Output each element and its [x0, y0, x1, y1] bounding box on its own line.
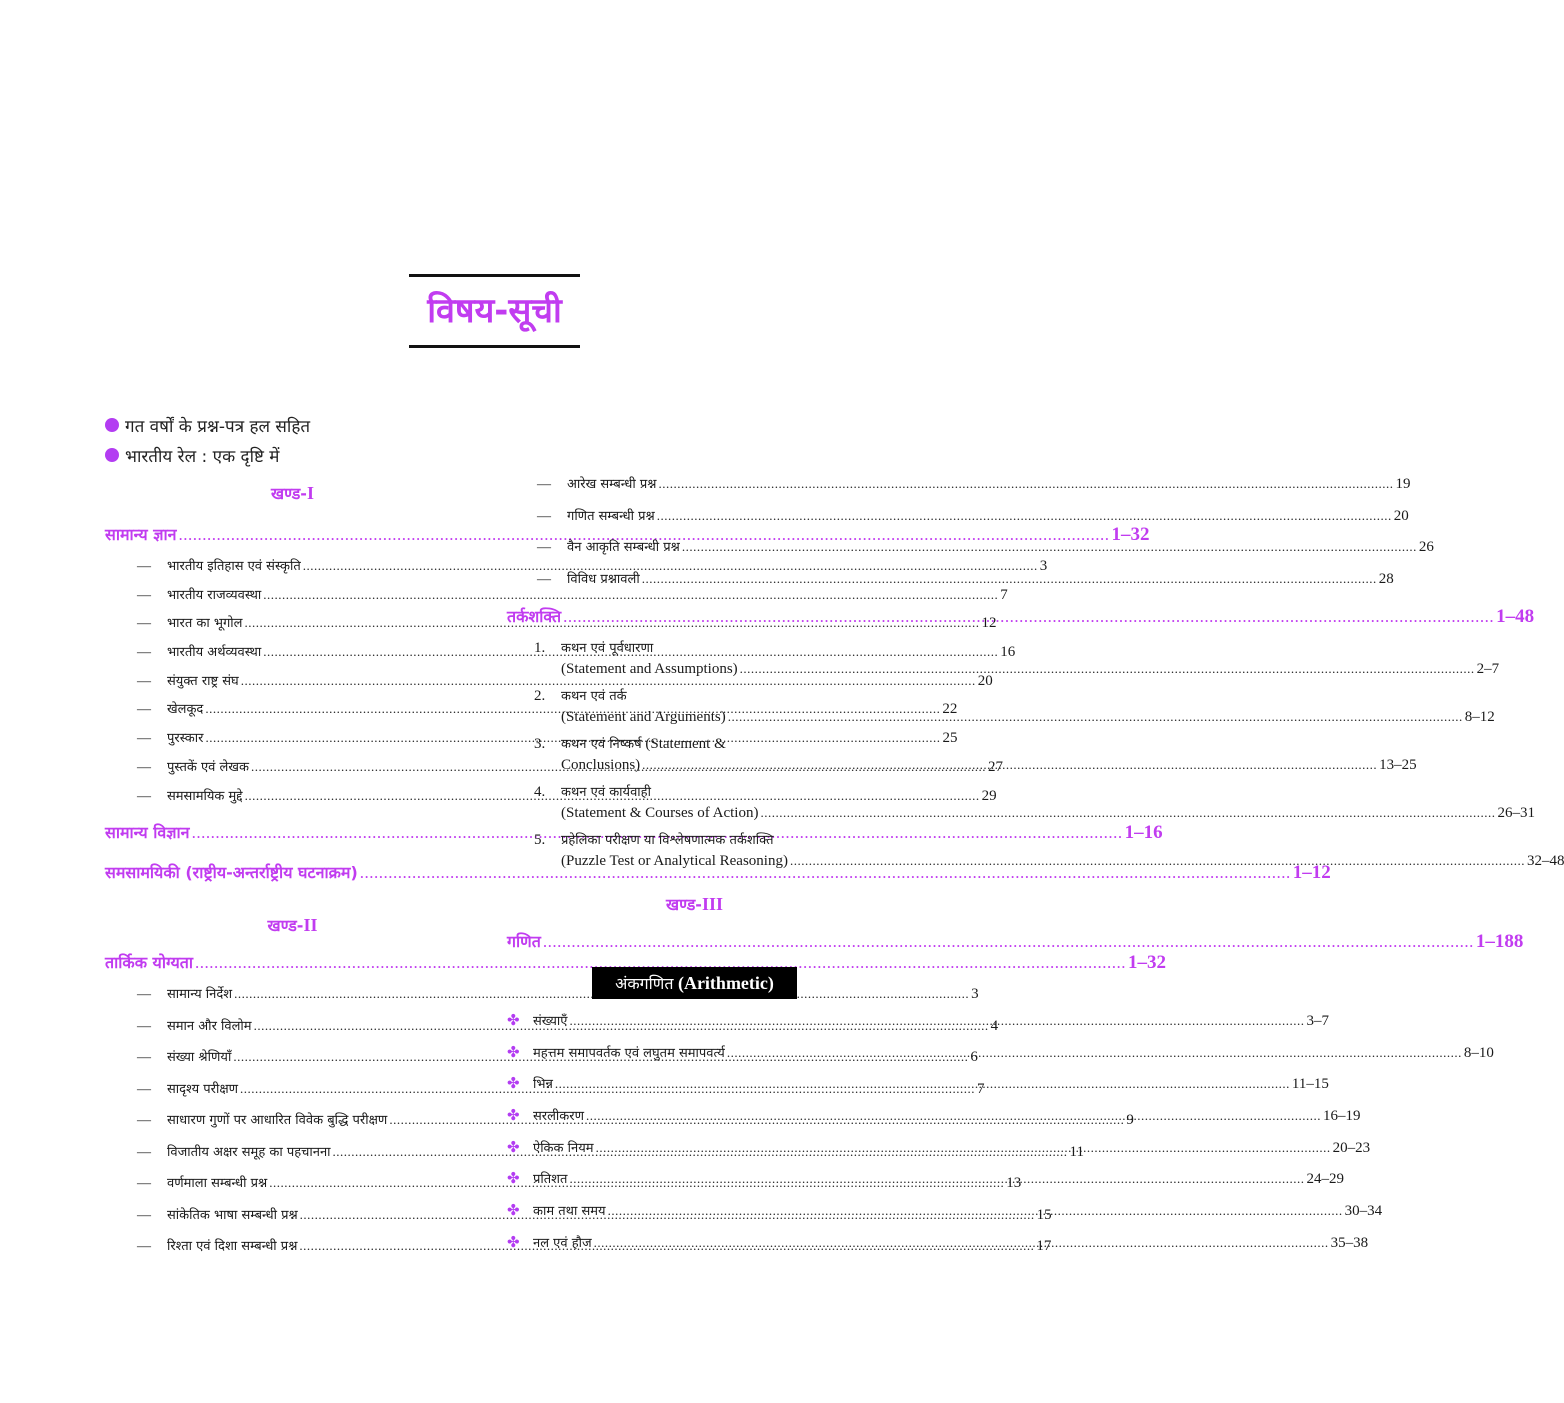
- flower-star-icon: ✤: [507, 1044, 520, 1061]
- toc-section-ganit[interactable]: [507, 925, 1524, 959]
- subitem-page: 20: [1393, 507, 1409, 524]
- item-pages: 8–12: [1464, 709, 1495, 725]
- item-number: 5.: [534, 832, 546, 848]
- dash-icon: —: [137, 1050, 151, 1066]
- subitem-page: 4: [990, 1017, 999, 1034]
- section-label: तर्कशक्ति: [507, 607, 562, 626]
- item-label: भिन्न: [533, 1077, 553, 1093]
- item-label: सरलीकरण: [533, 1109, 584, 1125]
- item-pages: 11–15: [1291, 1076, 1329, 1093]
- subitem-label: सांकेतिक भाषा सम्बन्धी प्रश्न: [167, 1207, 298, 1223]
- subitem-page: 28: [1378, 570, 1394, 587]
- item-label: काम तथा समय: [533, 1204, 606, 1220]
- khand-roman: III: [701, 894, 723, 914]
- dash-icon: —: [137, 616, 151, 632]
- bullet-label: भारतीय रेल : एक दृष्टि में: [125, 446, 280, 467]
- toc-math-item[interactable]: [507, 1005, 1329, 1037]
- dash-icon: —: [537, 508, 551, 524]
- item-pages: 8–10: [1463, 1044, 1494, 1061]
- dot-leader: [586, 1100, 1321, 1132]
- dot-leader: [728, 707, 1463, 727]
- subitem-label: भारतीय इतिहास एवं संस्कृति: [167, 559, 301, 574]
- section-pages: 1–32: [1111, 524, 1150, 545]
- item-title-english: (Statement and Assumptions): [561, 661, 738, 677]
- item-title-english: (Statement & Courses of Action): [561, 805, 759, 821]
- subitem-page: 22: [942, 701, 958, 718]
- subitem-label: साधारण गुणों पर आधारित विवेक बुद्धि परीक्षण: [167, 1113, 388, 1129]
- section-pages: 1–48: [1496, 606, 1535, 627]
- dash-icon: —: [137, 559, 151, 574]
- subitem-label: पुस्तकें एवं लेखक: [167, 759, 249, 775]
- item-pages: 2–7: [1476, 661, 1500, 677]
- subitem-label: भारत का भूगोल: [167, 616, 243, 632]
- item-pages: 24–29: [1306, 1171, 1344, 1188]
- bullet-dot-icon: [105, 418, 119, 432]
- item-title-hindi: कथन एवं पूर्वधारणा: [561, 641, 654, 656]
- subitem-label: समान और विलोम: [167, 1018, 252, 1034]
- toc-math-item[interactable]: [507, 1068, 1329, 1100]
- section-pages: 1–32: [1128, 952, 1167, 974]
- dot-leader: [760, 803, 1495, 823]
- item-title-english-inline: (Statement &: [641, 736, 726, 752]
- subitem-page: 3: [1039, 558, 1048, 574]
- subitem-page: 16: [1000, 644, 1016, 661]
- subitem-page: 3: [971, 986, 979, 1003]
- subitem-page: 19: [1395, 476, 1411, 492]
- item-title-english: Conclusions): [561, 757, 641, 773]
- subitem-label: समसामयिक मुद्दे: [167, 788, 243, 804]
- dot-leader: [790, 851, 1525, 871]
- item-pages: 35–38: [1330, 1234, 1369, 1251]
- subitem-label: रिश्ता एवं दिशा सम्बन्धी प्रश्न: [167, 1239, 298, 1255]
- dot-leader: [657, 500, 1392, 532]
- item-pages: 13–25: [1379, 757, 1417, 773]
- dash-icon: —: [537, 571, 551, 587]
- dash-icon: —: [137, 987, 151, 1003]
- toc-subitem[interactable]: [507, 500, 1409, 532]
- item-pages: 3–7: [1306, 1013, 1329, 1029]
- khand-3-heading: [507, 889, 882, 919]
- dash-icon: —: [137, 1239, 151, 1255]
- subitem-label: पुरस्कार: [167, 731, 204, 747]
- item-pages: 26–31: [1497, 805, 1535, 821]
- khand-label: खण्ड-: [267, 916, 304, 936]
- dot-leader: [642, 563, 1377, 595]
- item-label: महत्तम समापवर्तक एवं लघुतम समापवर्त्य: [533, 1045, 725, 1061]
- item-pages: 32–48: [1526, 853, 1564, 869]
- dot-leader: [570, 1005, 1305, 1037]
- subitem-page: 29: [981, 787, 997, 804]
- subitem-page: 25: [942, 730, 958, 747]
- item-pages: 20–23: [1332, 1139, 1371, 1156]
- subitem-label: सामान्य निर्देश: [167, 987, 233, 1003]
- section-pages: 1–16: [1124, 822, 1163, 844]
- subitem-label: वैन आकृति सम्बन्धी प्रश्न: [567, 540, 680, 555]
- khand-1-heading: [105, 478, 480, 508]
- item-number: 4.: [534, 784, 546, 800]
- arithmetic-label-hindi: अंकगणित: [615, 974, 674, 993]
- bullet-item[interactable]: [105, 440, 310, 470]
- bullet-label: गत वर्षों के प्रश्न-पत्र हल सहित: [125, 416, 311, 437]
- item-title-english: (Statement and Arguments): [561, 709, 726, 725]
- dash-icon: —: [137, 759, 151, 775]
- section-pages: 1–188: [1475, 931, 1524, 952]
- section-label: समसामयिकी (राष्ट्रीय-अन्तर्राष्ट्रीय घटनाक्रम): [105, 863, 358, 883]
- item-label: संख्याएँ: [533, 1014, 568, 1029]
- subitem-page: 12: [981, 615, 997, 632]
- subitem-page: 13: [1006, 1175, 1022, 1192]
- khand-roman: II: [303, 915, 318, 936]
- dot-leader: [608, 1195, 1343, 1227]
- dash-icon: —: [137, 645, 151, 661]
- item-number: 3.: [534, 736, 546, 752]
- subitem-label: विविध प्रश्नावली: [567, 571, 640, 587]
- arithmetic-subheading: [592, 967, 797, 999]
- subitem-label: संयुक्त राष्ट्र संघ: [167, 673, 239, 689]
- subitem-label: आरेख सम्बन्धी प्रश्न: [567, 477, 657, 492]
- subitem-label: विजातीय अक्षर समूह का पहचानना: [167, 1144, 331, 1160]
- khand-2-heading: [105, 910, 480, 940]
- flower-star-icon: ✤: [507, 1234, 520, 1251]
- item-title-english: (Puzzle Test or Analytical Reasoning): [561, 853, 788, 869]
- subitem-page: 27: [987, 758, 1003, 775]
- bullet-dot-icon: [105, 448, 119, 462]
- dot-leader: [555, 1068, 1290, 1100]
- toc-subitem[interactable]: [507, 563, 1394, 595]
- item-pages: 16–19: [1323, 1108, 1361, 1125]
- flower-star-icon: ✤: [507, 1203, 520, 1220]
- dot-leader: [596, 1132, 1331, 1164]
- section-label: सामान्य ज्ञान: [105, 525, 177, 544]
- dash-icon: —: [137, 1018, 151, 1034]
- khand-label: खण्ड-: [271, 484, 307, 503]
- item-title-hindi: कथन एवं निष्कर्ष: [561, 737, 642, 752]
- subitem-page: 26: [1418, 539, 1434, 555]
- dash-icon: —: [537, 540, 551, 555]
- dot-leader: [543, 925, 1474, 959]
- flower-star-icon: ✤: [507, 1171, 520, 1188]
- dash-icon: —: [137, 587, 151, 603]
- dot-leader: [642, 755, 1377, 775]
- section-label: तार्किक योग्यता: [105, 953, 194, 973]
- subitem-page: 9: [1126, 1112, 1134, 1129]
- khand-roman: I: [306, 483, 314, 503]
- subitem-label: भारतीय राजव्यवस्था: [167, 587, 262, 603]
- dot-leader: [682, 531, 1417, 563]
- subitem-page: 7: [1000, 586, 1008, 603]
- flower-star-icon: ✤: [507, 1013, 520, 1029]
- dot-leader: [569, 1163, 1304, 1195]
- subitem-page: 7: [977, 1080, 985, 1097]
- dash-icon: —: [137, 702, 151, 718]
- item-number: 1.: [534, 640, 546, 656]
- dash-icon: —: [137, 731, 151, 747]
- intro-bullets: [105, 410, 310, 470]
- item-number: 2.: [534, 688, 546, 704]
- dash-icon: —: [137, 1207, 151, 1223]
- item-title-hindi: कथन एवं तर्क: [561, 689, 627, 704]
- section-label: गणित: [507, 932, 541, 951]
- flower-star-icon: ✤: [507, 1076, 520, 1093]
- dash-icon: —: [137, 1144, 151, 1160]
- subitem-page: 15: [1036, 1206, 1052, 1223]
- subitem-page: 11: [1069, 1143, 1084, 1160]
- flower-star-icon: ✤: [507, 1139, 520, 1156]
- dot-leader: [727, 1037, 1462, 1069]
- dash-icon: —: [537, 477, 551, 492]
- toc-subitem[interactable]: [507, 468, 1411, 500]
- page-title-frame: [409, 274, 580, 348]
- dot-leader: [740, 659, 1475, 679]
- toc-section-tarkik-yogyata[interactable]: [105, 946, 1167, 980]
- subitem-label: गणित सम्बन्धी प्रश्न: [567, 508, 655, 524]
- section-label: सामान्य विज्ञान: [105, 823, 190, 843]
- subitem-page: 17: [1036, 1238, 1052, 1255]
- subitem-label: खेलकूद: [167, 702, 204, 718]
- dash-icon: —: [137, 788, 151, 804]
- dot-leader: [594, 1227, 1329, 1259]
- dash-icon: —: [137, 673, 151, 689]
- dash-icon: —: [137, 1176, 151, 1192]
- item-label: ऐकिक नियम: [533, 1140, 594, 1156]
- page-title: विषय-सूची: [427, 291, 562, 331]
- subitem-page: 6: [970, 1049, 978, 1066]
- subitem-page: 20: [977, 672, 993, 689]
- item-label: नल एवं हौज: [533, 1235, 592, 1251]
- dot-leader: [563, 600, 1494, 634]
- item-pages: 30–34: [1344, 1203, 1383, 1220]
- toc-subitem[interactable]: [105, 581, 1008, 610]
- toc-math-item[interactable]: [507, 1100, 1361, 1132]
- item-title-hindi: प्रहेलिका परीक्षण या विश्लेषणात्मक तर्कशक्ति: [561, 833, 774, 848]
- khand-label: खण्ड-: [666, 895, 702, 914]
- subitem-label: सादृश्य परीक्षण: [167, 1081, 239, 1097]
- flower-star-icon: ✤: [507, 1108, 520, 1125]
- item-label: प्रतिशत: [533, 1172, 568, 1188]
- dot-leader: [659, 468, 1394, 500]
- dash-icon: —: [137, 1081, 151, 1097]
- item-title-hindi: कथन एवं कार्यवाही: [561, 785, 651, 800]
- subitem-label: संख्या श्रेणियाँ: [167, 1050, 232, 1066]
- dash-icon: —: [137, 1113, 151, 1129]
- bullet-item[interactable]: [105, 410, 310, 440]
- arithmetic-label-english: (Arithmetic): [677, 973, 774, 993]
- section-pages: 1–12: [1292, 862, 1331, 884]
- toc-math-item[interactable]: [507, 1037, 1494, 1069]
- subitem-label: भारतीय अर्थव्यवस्था: [167, 645, 262, 661]
- subitem-label: वर्णमाला सम्बन्धी प्रश्न: [167, 1176, 268, 1192]
